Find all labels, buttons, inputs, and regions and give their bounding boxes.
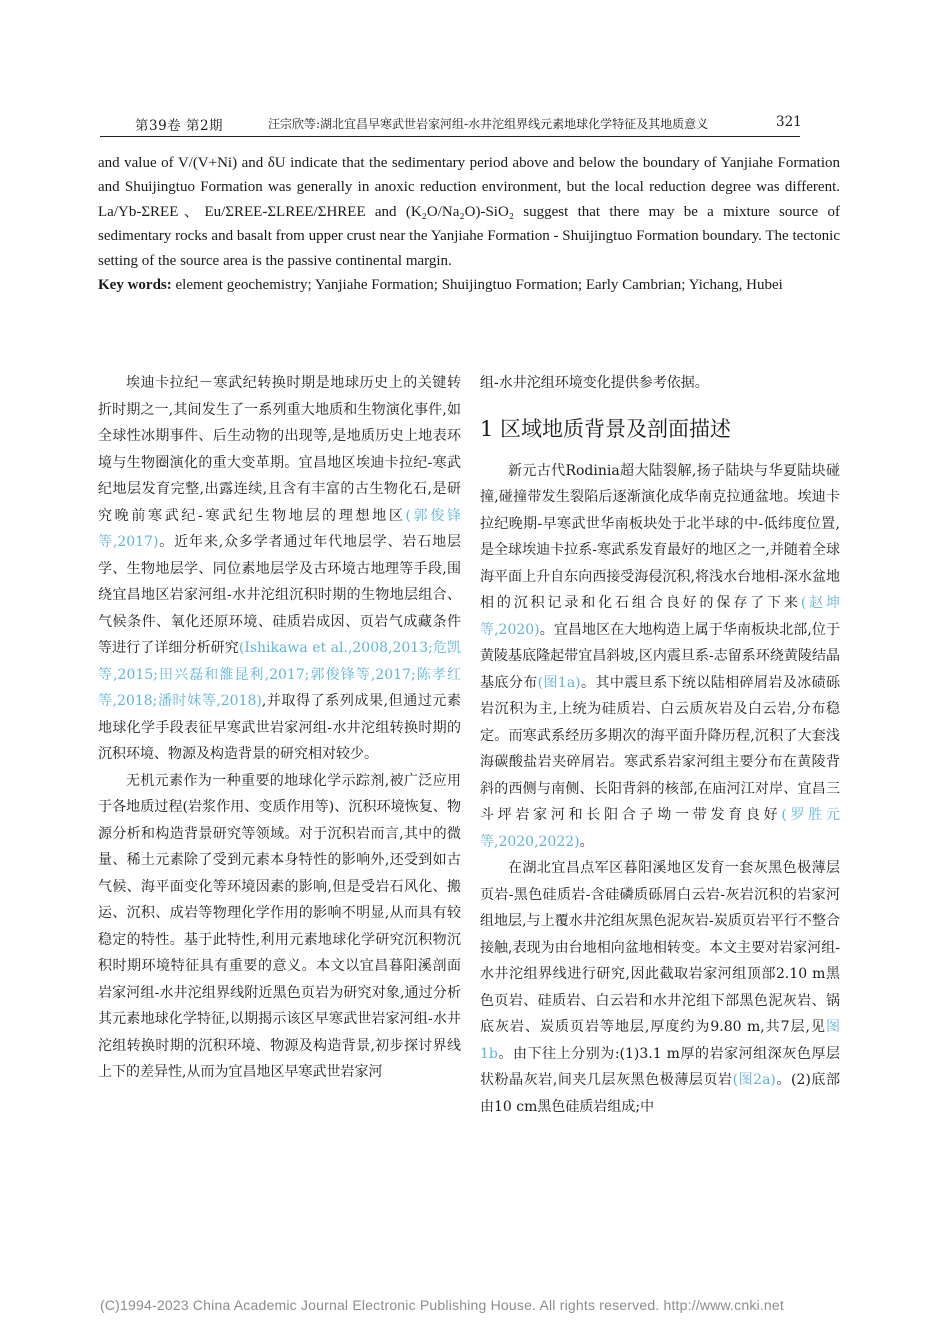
section-heading: 1 区域地质背景及剖面描述: [480, 416, 732, 441]
body-text: 。由下往上分别为:(1)3.1 m厚的岩家河组深灰色厚层状粉晶灰岩,间夹几层灰黑色极薄层页岩: [480, 1045, 840, 1088]
copyright-footer: (C)1994-2023 China Academic Journal Electronic Publishing House. All rights reserved. http://www.cnki.net: [100, 1297, 784, 1313]
intro-paragraph-2: 无机元素作为一种重要的地球化学示踪剂,被广泛应用于各地质过程(岩浆作用、变质作用等)、沉积环境恢复、物源分析和构造背景研究等领域。对于沉积岩而言,其中的微量、稀土元素除了受到元素本身特性的影响外,还受到如古气候、海平面变化等环境因素的影响,但是受岩石风化、搬运、沉积、成岩等物理化学作用的影响不明显,从而具有较稳定的特性。基于此特性,利用元素地球化学研究沉积物沉积时期环境特征具有重要的意义。本文以宜昌暮阳溪剖面岩家河组-水井沱组界线附近黑色页岩为研究对象,通过分析其元素地球化学特征,以期揭示该区早寒武世岩家河组-水井沱组转换时期的沉积环境、物源及构造背景,初步探讨界线上下的差异性,从而为宜昌地区早寒武世岩家河: [98, 772, 461, 1080]
figure-reference-link[interactable]: (图2a): [732, 1072, 776, 1088]
body-text: 。其中震旦系下统以陆相碎屑岩及冰碛砾岩沉积为主,上统为硅质岩、白云质灰岩及白云岩,分布稳定。而寒武系经历多期次的海平面升降历程,沉积了大套浅海碳酸盐岩夹碎屑岩。寒武系岩家河组主要分布在黄陵背斜的西侧与南侧、长阳背斜的核部,在庙河江对岸、宜昌三斗坪岩家河和长阳合子坳一带发育良好: [480, 674, 840, 823]
english-abstract: [98, 151, 840, 297]
keywords-text: element geochemistry; Yanjiahe Formation; Shuijingtuo Formation; Early Cambrian; Yichang, Hubei: [171, 277, 783, 294]
left-column: [98, 370, 461, 1086]
citation-link[interactable]: (赵坤等,2020): [480, 595, 840, 638]
body-text: 。(2)底部由10 cm黑色硅质岩组成;中: [480, 1072, 840, 1115]
figure-reference-link[interactable]: (图1a): [537, 674, 581, 691]
intro-paragraph-continuation: 组-水井沱组环境变化提供参考依据。: [480, 375, 709, 391]
running-header: [100, 112, 800, 137]
keywords-label: Key words:: [98, 277, 172, 294]
section-paragraph-1: [480, 458, 840, 856]
citation-link[interactable]: (Ishikawa et al.,2008,2013;危凯等,2015;田兴磊和雒昆利,2017;郭俊锋等,2017;陈孝红等,2018;潘时妹等,2018): [98, 640, 461, 709]
body-text: 。宜昌地区在大地构造上属于华南板块北部,位于黄陵基底隆起带宜昌斜坡,区内震旦系-志留系环绕黄陵结晶基底分布: [480, 621, 841, 691]
section-paragraph-2: [480, 855, 840, 1120]
body-text: 在湖北宜昌点军区暮阳溪地区发育一套灰黑色极薄层页岩-黑色硅质岩-含硅磷质砾屑白云岩-灰岩沉积的岩家河组地层,与上覆水井沱组灰黑色泥灰岩-炭质页岩平行不整合接触,表现为由台地相向盆地相转变。本文主要对岩家河组-水井沱组界线进行研究,因此截取岩家河组顶部2.10 m黑色页岩、硅质岩、白云岩和水井沱组下部黑色泥灰岩、锅底灰岩、炭质页岩等地层,厚度约为9.80 m,共7层,见: [480, 860, 840, 1035]
citation-link[interactable]: (郭俊锋等,2017): [98, 507, 461, 550]
figure-reference-link[interactable]: 图1b: [480, 1019, 840, 1062]
body-text: 。: [579, 833, 594, 850]
journal-volume-issue: 第39卷 第2期: [135, 118, 224, 134]
abstract-text: and value of V/(V+Ni) and δU indicate that the sedimentary period above and below the boundary of Yanjiahe Formation and Shuijingtuo Formation was generally in anoxic reduction environment, but the local reduction degree was different. La/Yb-ΣREE、Eu/ΣREE-ΣLREE/ΣHREE and (K₂O/Na₂O)-SiO₂ suggest that there may be a mixture source of sedimentary rocks and basalt from upper crust near the Yanjiahe Formation - Shuijingtuo Formation boundary. The tectonic setting of the source area is the passive continental margin.: [98, 155, 840, 269]
body-text: 新元古代Rodinia超大陆裂解,扬子陆块与华夏陆块碰撞,碰撞带发生裂陷后逐渐演化成华南克拉通盆地。埃迪卡拉纪晚期-早寒武世华南板块处于北半球的中-低纬度位置,是全球埃迪卡拉系-寒武系发育最好的地区之一,并随着全球海平面上升自东向西接受海侵沉积,将浅水台地相-深水盆地相的沉积记录和化石组合良好的保存了下来: [480, 462, 840, 611]
body-text: 埃迪卡拉纪－寒武纪转换时期是地球历史上的关键转折时期之一,其间发生了一系列重大地质和生物演化事件,如全球性冰期事件、后生动物的出现等,是地质历史上地表环境与生物圈演化的重大变革期。宜昌地区埃迪卡拉纪-寒武纪地层发育完整,出露连续,且含有丰富的古生物化石,是研究晚前寒武纪-寒武纪生物地层的理想地区: [98, 375, 461, 524]
page-number: 321: [776, 114, 802, 130]
keywords-line: [98, 273, 840, 297]
body-text: 。近年来,众多学者通过年代地层学、岩石地层学、生物地层学、同位素地层学及古环境古地理等手段,围绕宜昌地区岩家河组-水井沱组沉积时期的生物地层组合、气候条件、氧化还原环境、硅质岩成因、页岩气成藏条件等进行了详细分析研究: [98, 534, 461, 656]
right-column: [480, 370, 840, 1120]
running-title: 汪宗欣等:湖北宜昌早寒武世岩家河组-水井沱组界线元素地球化学特征及其地质意义: [268, 117, 709, 131]
citation-link[interactable]: (罗胜元等,2020,2022): [480, 807, 841, 850]
intro-paragraph-1: [98, 370, 461, 768]
body-text: ,并取得了系列成果,但通过元素地球化学手段表征早寒武世岩家河组-水井沱组转换时期的沉积环境、物源及构造背景的研究相对较少。: [98, 693, 461, 762]
